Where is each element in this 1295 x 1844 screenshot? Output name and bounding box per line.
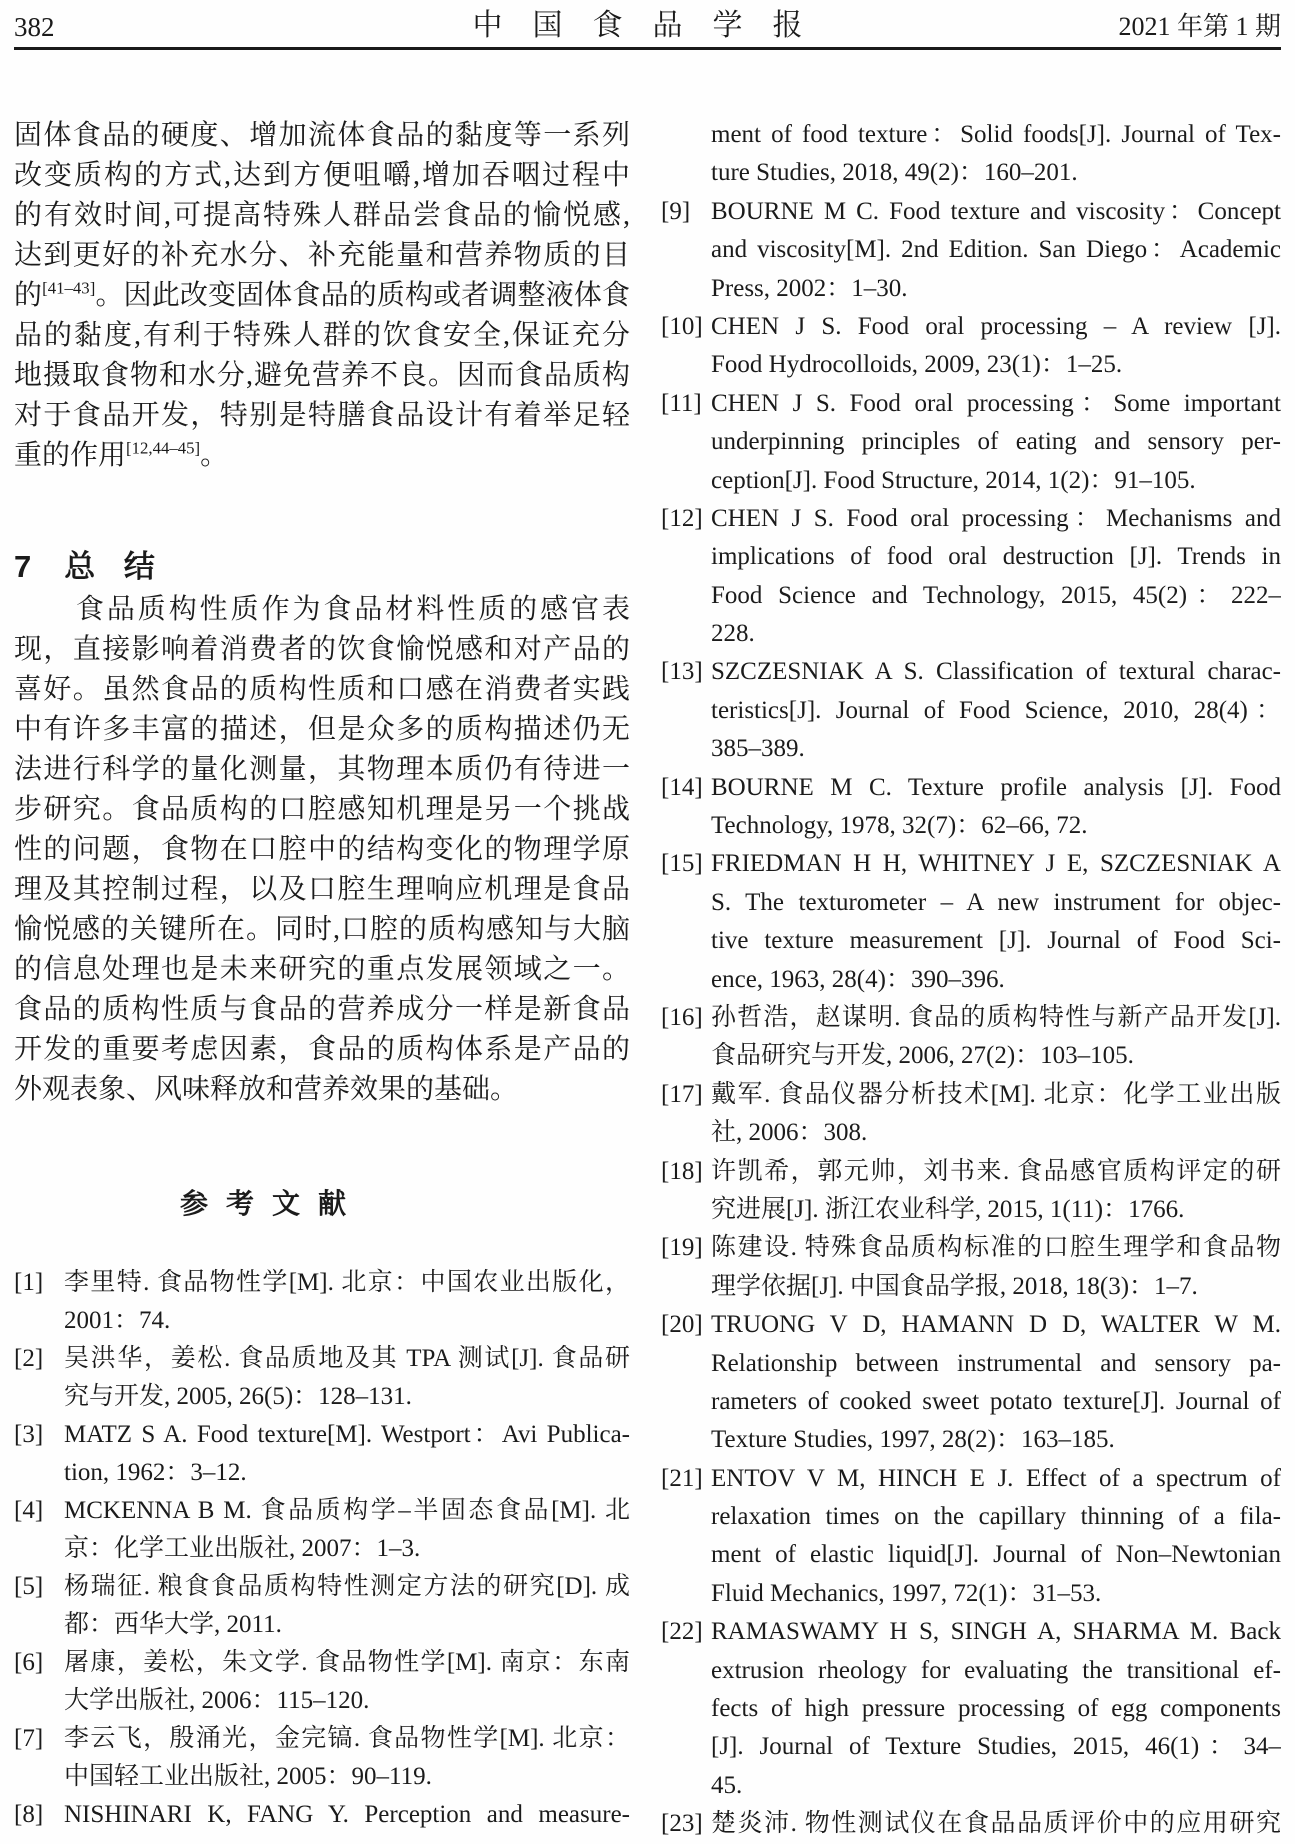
text-line: 许凯希，郭元帅，刘书来. 食品感官质构评定的研 (711, 1157, 1281, 1185)
reference-number: [18] (661, 1157, 703, 1185)
page-number: 382 (14, 12, 55, 42)
text-line: 达到更好的补充水分、补充能量和营养物质的目 (14, 240, 630, 271)
text-line: 的信息处理也是未来研究的重点发展领域之一。 (14, 954, 630, 985)
reference-item (14, 1568, 630, 1644)
text-line: 现，直接影响着消费者的饮食愉悦感和对产品的 (14, 634, 630, 665)
text-line: S. The texturometer – A new instrument for objec- (711, 888, 1281, 916)
text-line: TRUONG V D, HAMANN D D, WALTER W M. (711, 1311, 1281, 1339)
text-line: 食品质构性质作为食品材料性质的感官表 (14, 594, 630, 625)
text-line: FRIEDMAN H H, WHITNEY J E, SZCZESNIAK A (711, 850, 1281, 878)
reference-item (14, 1796, 630, 1834)
text-line: MATZ S A. Food texture[M]. Westport：Avi Publica- (64, 1421, 630, 1448)
text-line: ENTOV V M, HINCH E J. Effect of a spectrum of (711, 1464, 1281, 1492)
text-line: 开发的重要考虑因素，食品的质构体系是产品的 (14, 1034, 630, 1065)
text-line: 食品研究与开发, 2006, 27(2)：103–105. (711, 1042, 1134, 1070)
reference-8-continuation (661, 116, 1281, 193)
text-line: ence, 1963, 28(4)：390–396. (711, 965, 1005, 993)
reference-item (661, 1613, 1281, 1805)
text-line: 品的黏度,有利于特殊人群的饮食安全,保证充分 (14, 320, 630, 351)
reference-item (661, 1805, 1281, 1843)
text-line: ment of food texture：Solid foods[J]. Journal of Tex- (711, 121, 1281, 148)
reference-number: [9] (661, 197, 691, 225)
text-line: 戴军. 食品仪器分析技术[M]. 北京：化学工业出版 (711, 1080, 1281, 1108)
reference-number: [13] (661, 658, 703, 686)
journal-title (214, 10, 1061, 42)
text-line: SZCZESNIAK A S. Classification of textural charac- (711, 658, 1281, 686)
reference-item (661, 1229, 1281, 1306)
reference-number: [2] (14, 1345, 44, 1372)
reference-number: [21] (661, 1464, 703, 1492)
reference-item (661, 385, 1281, 500)
reference-item (661, 999, 1281, 1076)
text-line: 固体食品的硬度、增加流体食品的黏度等一系列 (14, 120, 630, 151)
text-line: 京：化学工业出版社, 2007：1–3. (64, 1535, 421, 1562)
text-line: 食品的质构性质与食品的营养成分一样是新食品 (14, 994, 630, 1025)
text-line: 理学依据[J]. 中国食品学报, 2018, 18(3)：1–7. (711, 1272, 1198, 1300)
text-line: BOURNE M C. Texture profile analysis [J]. Food (711, 773, 1281, 801)
two-column-body (14, 50, 1281, 1844)
section-title: 总 结 (64, 549, 165, 584)
summary-paragraph (14, 590, 630, 1110)
reference-number: [10] (661, 312, 703, 340)
reference-number: [4] (14, 1497, 44, 1524)
text-line: Relationship between instrumental and sensory pa- (711, 1349, 1281, 1377)
text-line: implications of food oral destruction [J]. Trends in (711, 543, 1281, 571)
reference-number: [12] (661, 504, 703, 532)
text-line: 孙哲浩，赵谋明. 食品的质构特性与新产品开发[J]. (711, 1003, 1281, 1031)
reference-number: [20] (661, 1311, 703, 1339)
text-line: Food Hydrocolloids, 2009, 23(1)：1–25. (711, 351, 1123, 379)
reference-item (14, 1644, 630, 1720)
reference-item (14, 1416, 630, 1492)
reference-number: [22] (661, 1618, 703, 1646)
text-line: 楚炎沛. 物性测试仪在食品品质评价中的应用研究 (711, 1810, 1281, 1838)
text-line: 外观表象、风味释放和营养效果的基础。 (14, 1074, 519, 1105)
text-line: rameters of cooked sweet potato texture[J]. Journal of (711, 1387, 1281, 1415)
reference-list-left (14, 1264, 630, 1834)
references-heading: 参考文献 (180, 1188, 365, 1219)
reference-number: [14] (661, 773, 703, 801)
text-line: 的[41–43]。因此改变固体食品的质构或者调整液体食 (14, 278, 630, 311)
reference-number: [5] (14, 1573, 44, 1600)
reference-item (661, 193, 1281, 308)
text-line: Texture Studies, 1997, 28(2)：163–185. (711, 1426, 1115, 1454)
text-line: 地摄取食物和水分,避免营养不良。因而食品质构 (14, 360, 630, 391)
text-line: 李里特. 食品物性学[M]. 北京：中国农业出版化， (64, 1269, 630, 1296)
reference-item (661, 1076, 1281, 1153)
reference-item (661, 653, 1281, 768)
reference-item (661, 769, 1281, 846)
issue-info: 2021 年第 1 期 (1118, 12, 1281, 41)
section-heading (14, 546, 630, 588)
text-line: ception[J]. Food Structure, 2014, 1(2)：91–105. (711, 466, 1196, 494)
text-line: 吴洪华，姜松. 食品质地及其 TPA 测试[J]. 食品研 (64, 1345, 630, 1372)
text-line: 理及其控制过程，以及口腔生理响应机理是食品 (14, 874, 630, 905)
reference-number: [1] (14, 1269, 44, 1296)
text-line: 2001：74. (64, 1307, 171, 1334)
reference-item (661, 1460, 1281, 1614)
text-line: 45. (711, 1771, 743, 1799)
text-line: RAMASWAMY H S, SINGH A, SHARMA M. Back (711, 1618, 1281, 1646)
text-line: teristics[J]. Journal of Food Science, 2010, 28(4)： (711, 696, 1281, 724)
text-line: 社, 2006：308. (711, 1119, 868, 1147)
text-line: 对于食品开发，特别是特膳食品设计有着举足轻 (14, 400, 630, 431)
reference-number: [6] (14, 1649, 44, 1676)
page-header (14, 0, 1281, 50)
text-line: 法进行科学的量化测量，其物理本质仍有待进一 (14, 754, 630, 785)
reference-number: [15] (661, 850, 703, 878)
text-line: 喜好。虽然食品的质构性质和口感在消费者实践 (14, 674, 630, 705)
reference-item (661, 845, 1281, 999)
reference-number: [7] (14, 1725, 44, 1752)
text-line: 李云飞，殷涌光，金完镐. 食品物性学[M]. 北京： (64, 1725, 630, 1752)
text-line: 都：西华大学, 2011. (64, 1611, 282, 1638)
text-line: [J]. Journal of Texture Studies, 2015, 46(1)：34– (711, 1733, 1281, 1761)
left-column (14, 50, 630, 1834)
citation-superscript: [12,44–45] (126, 438, 201, 458)
reference-number: [8] (14, 1801, 44, 1828)
text-line: extrusion rheology for evaluating the transitional ef- (711, 1656, 1281, 1684)
text-line: Technology, 1978, 32(7)：62–66, 72. (711, 812, 1088, 840)
reference-number: [3] (14, 1421, 44, 1448)
right-column (661, 50, 1281, 1844)
text-line: fects of high pressure processing of egg components (711, 1695, 1281, 1723)
text-line: Fluid Mechanics, 1997, 72(1)：31–53. (711, 1579, 1102, 1607)
text-line: MCKENNA B M. 食品质构学–半固态食品[M]. 北 (64, 1497, 630, 1524)
text-line: 重的作用[12,44–45]。 (14, 438, 229, 471)
reference-item (661, 308, 1281, 385)
reference-item (661, 1306, 1281, 1460)
text-line: CHEN J S. Food oral processing：Mechanisms and (711, 504, 1281, 532)
reference-number: [11] (661, 389, 702, 417)
text-line: tive texture measurement [J]. Journal of Food Sci- (711, 927, 1281, 955)
text-line: 杨瑞征. 粮食食品质构特性测定方法的研究[D]. 成 (64, 1573, 630, 1600)
reference-number: [17] (661, 1080, 703, 1108)
citation-superscript: [41–43] (42, 278, 96, 298)
text-line: 385–389. (711, 735, 805, 763)
reference-number: [23] (661, 1810, 703, 1838)
reference-list-right (661, 193, 1281, 1844)
text-line: relaxation times on the capillary thinning of a fila- (711, 1503, 1281, 1531)
reference-item (14, 1340, 630, 1416)
text-line: underpinning principles of eating and sensory per- (711, 428, 1281, 456)
reference-item (14, 1492, 630, 1568)
text-line: 屠康，姜松，朱文学. 食品物性学[M]. 南京：东南 (64, 1649, 630, 1676)
reference-item (14, 1720, 630, 1796)
text-line: 中国轻工业出版社, 2005：90–119. (64, 1763, 432, 1790)
reference-item (661, 1153, 1281, 1230)
text-line: ment of elastic liquid[J]. Journal of Non–Newtonian (711, 1541, 1281, 1569)
text-line: 究与开发, 2005, 26(5)：128–131. (64, 1383, 412, 1410)
text-line: 中有许多丰富的描述，但是众多的质构描述仍无 (14, 714, 630, 745)
text-line: 228. (711, 620, 755, 648)
text-line: 陈建设. 特殊食品质构标准的口腔生理学和食品物 (711, 1234, 1281, 1262)
text-line: 改变质构的方式,达到方便咀嚼,增加吞咽过程中 (14, 160, 630, 191)
text-line: 性的问题，食物在口腔中的结构变化的物理学原 (14, 834, 630, 865)
body-paragraph-continuation (14, 116, 630, 476)
section-number: 7 (14, 549, 32, 584)
text-line: Food Science and Technology, 2015, 45(2)：222– (711, 581, 1281, 609)
reference-number: [19] (661, 1234, 703, 1262)
text-line: tion, 1962：3–12. (64, 1459, 247, 1486)
text-line: Press, 2002：1–30. (711, 274, 908, 302)
text-line: 究进展[J]. 浙江农业科学, 2015, 1(11)：1766. (711, 1195, 1185, 1223)
text-line: and viscosity[M]. 2nd Edition. San Diego：Academic (711, 236, 1281, 264)
text-line: ture Studies, 2018, 49(2)：160–201. (711, 159, 1078, 187)
text-line: NISHINARI K, FANG Y. Perception and measure- (64, 1801, 630, 1828)
text-line: CHEN J S. Food oral processing – A review [J]. (711, 312, 1281, 340)
reference-item (14, 1264, 630, 1340)
text-line: BOURNE M C. Food texture and viscosity：Concept (711, 197, 1281, 225)
text-line: 步研究。食品质构的口腔感知机理是另一个挑战 (14, 794, 630, 825)
reference-number: [16] (661, 1003, 703, 1031)
text-line: CHEN J S. Food oral processing：Some important (711, 389, 1281, 417)
text-line: 的有效时间,可提高特殊人群品尝食品的愉悦感, (14, 200, 630, 231)
text-line: 愉悦感的关键所在。同时,口腔的质构感知与大脑 (14, 914, 630, 945)
journal-title-text: 中国食品学报 (472, 9, 833, 42)
reference-item (661, 500, 1281, 654)
text-line: 大学出版社, 2006：115–120. (64, 1687, 370, 1714)
